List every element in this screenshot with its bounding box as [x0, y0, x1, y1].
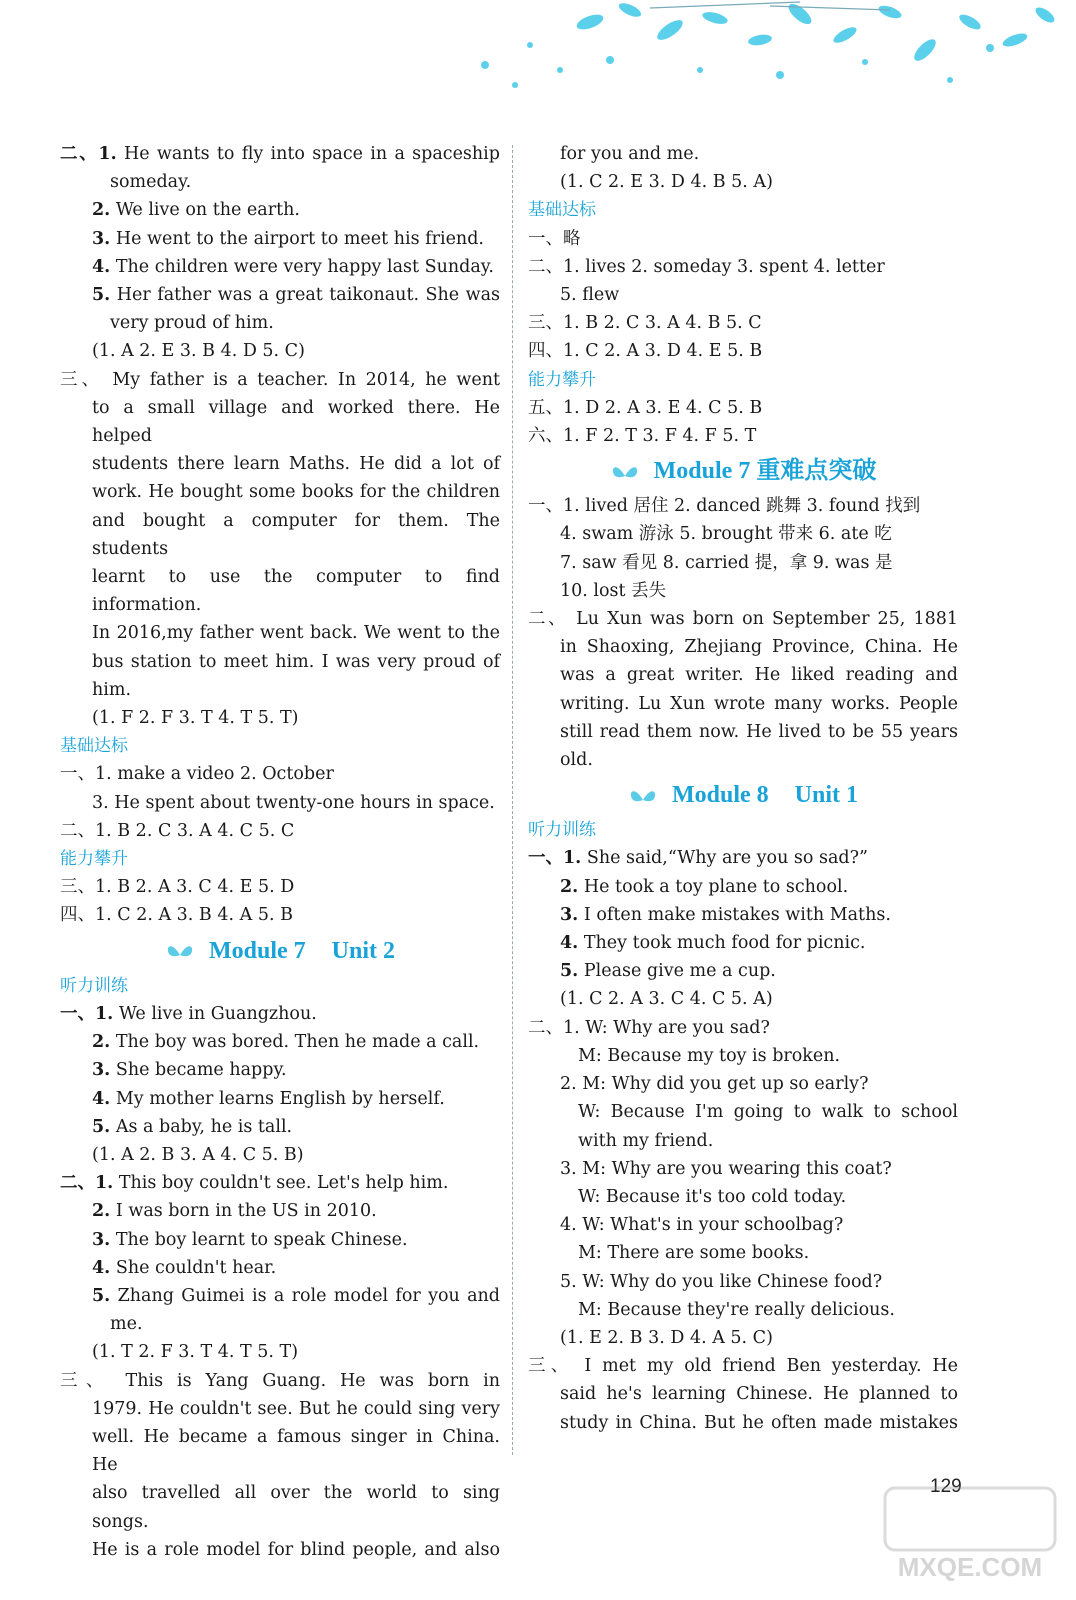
section-label-listening: 听力训练 [528, 820, 596, 841]
dialogue-line: M: Because my toy is broken. [578, 1045, 841, 1066]
paragraph-line: and bought a computer for them. The students [92, 510, 500, 559]
answer-line: 二、1. B 2. C 3. A 4. C 5. C [60, 820, 295, 841]
answer-line: 5. Please give me a cup. [560, 961, 776, 982]
answer-line: 一、略 [528, 228, 581, 249]
paragraph-line: to a small village and worked there. He helped [92, 397, 500, 447]
answer-line: 4. The children were very happy last Sunday. [92, 256, 494, 277]
module-heading: Module 7 Unit 2 [60, 930, 500, 972]
answer-line: 一、1. She said,“Why are you so sad?” [528, 848, 868, 869]
answer-line: 二、1. This boy couldn't see. Let's help him. [60, 1173, 449, 1194]
answer-line: 3. I often make mistakes with Maths. [560, 904, 891, 925]
answer-line: 二、1. He wants to fly into space in a spaceship [60, 144, 500, 164]
paragraph-line: 1979. He couldn't see. But he could sing very [92, 1398, 500, 1419]
paragraph-line: 三、 I met my old friend Ben yesterday. He [528, 1356, 958, 1377]
paragraph-line: him. [92, 679, 132, 700]
dialogue-line: 4. W: What's in your schoolbag? [560, 1215, 844, 1236]
answer-line: 一、1. We live in Guangzhou. [60, 1003, 317, 1024]
section-label-basic: 基础达标 [528, 200, 596, 221]
paragraph-line: also travelled all over the world to sing songs. [92, 1483, 500, 1532]
answer-line: 六、1. F 2. T 3. F 4. F 5. T [528, 426, 757, 447]
paragraph-line: old. [560, 750, 593, 771]
answer-key: (1. E 2. B 3. D 4. A 5. C) [560, 1327, 773, 1348]
paragraph-line: was a great writer. He liked reading and [560, 665, 958, 686]
answer-line: 3. He spent about twenty-one hours in space. [92, 792, 495, 813]
paragraph-line: for you and me. [560, 144, 700, 164]
watermark-logo [875, 1480, 1065, 1590]
left-column [60, 140, 500, 1564]
dialogue-line: W: Because it's too cold today. [578, 1186, 847, 1207]
butterfly-icon [165, 941, 195, 963]
answer-line: 5. Her father was a great taikonaut. She was [92, 285, 500, 306]
paragraph-line: work. He bought some books for the children [92, 482, 500, 503]
answer-line: 4. My mother learns English by herself. [92, 1088, 445, 1109]
paragraph-line: 三、 This is Yang Guang. He was born in [60, 1370, 500, 1391]
answer-line: 5. As a baby, he is tall. [92, 1116, 293, 1137]
answer-line: 5. flew [560, 285, 620, 306]
answer-line: 四、1. C 2. A 3. B 4. A 5. B [60, 905, 293, 926]
answer-line: 5. Zhang Guimei is a role model for you and [92, 1285, 500, 1306]
answer-line: 四、1. C 2. A 3. D 4. E 5. B [528, 341, 763, 362]
answer-line: 2. The boy was bored. Then he made a call. [92, 1032, 480, 1053]
paragraph-line: study in China. But he often made mistakes [560, 1412, 958, 1433]
answer-line: someday. [110, 172, 192, 193]
answer-line: 10. lost 丢失 [560, 580, 667, 601]
answer-line: 2. I was born in the US in 2010. [92, 1201, 377, 1222]
answer-key: (1. A 2. E 3. B 4. D 5. C) [92, 341, 305, 362]
answer-line: 2. He took a toy plane to school. [560, 876, 849, 897]
butterfly-icon [628, 786, 658, 808]
answer-key: (1. T 2. F 3. T 4. T 5. T) [92, 1342, 299, 1363]
paragraph-line: In 2016,my father went back. We went to the [92, 623, 500, 644]
paragraph-line: well. He became a famous singer in China. He [92, 1426, 500, 1476]
paragraph-line: 二、 Lu Xun was born on September 25, 1881 [528, 609, 958, 630]
answer-line: 4. swam 游泳 5. brought 带来 6. ate 吃 [560, 524, 892, 545]
dialogue-line: 2. M: Why did you get up so early? [560, 1074, 869, 1095]
page-number: 129 [930, 1476, 962, 1497]
dialogue-line: M: There are some books. [578, 1243, 810, 1264]
butterfly-icon [610, 462, 640, 484]
answer-line: 7. saw 看见 8. carried 提，拿 9. was 是 [560, 552, 893, 573]
paragraph-line: learnt to use the computer to find information. [92, 567, 500, 616]
answer-key: (1. C 2. E 3. D 4. B 5. A) [560, 172, 773, 193]
answer-line: 3. He went to the airport to meet his friend. [92, 228, 484, 249]
dialogue-line: M: Because they're really delicious. [578, 1299, 895, 1320]
paragraph-line: He is a role model for blind people, and also [92, 1539, 500, 1560]
answer-line: 4. They took much food for picnic. [560, 933, 866, 954]
right-column [528, 140, 958, 1437]
paragraph-line: bus station to meet him. I was very proud of [92, 651, 500, 672]
section-label-basic: 基础达标 [60, 736, 128, 757]
svg-text:MXQE.COM: MXQE.COM [897, 1552, 1043, 1582]
section-label-ability: 能力攀升 [528, 369, 596, 390]
section-label-listening: 听力训练 [60, 975, 128, 996]
answer-line: 2. We live on the earth. [92, 200, 300, 221]
paragraph-line: students there learn Maths. He did a lot of [92, 454, 500, 475]
dialogue-line: with my friend. [578, 1130, 714, 1151]
section-label-ability: 能力攀升 [60, 849, 128, 870]
answer-key: (1. A 2. B 3. A 4. C 5. B) [92, 1144, 304, 1165]
answer-line: 3. She became happy. [92, 1060, 287, 1081]
answer-line: 4. She couldn't hear. [92, 1257, 277, 1278]
module-heading: Module 7 重难点突破 [528, 450, 958, 492]
answer-line: 三、1. B 2. C 3. A 4. B 5. C [528, 313, 762, 334]
answer-key: (1. C 2. A 3. C 4. C 5. A) [560, 989, 773, 1010]
dialogue-line: 二、1. W: Why are you sad? [528, 1017, 770, 1038]
paragraph-line: in Shaoxing, Zhejiang Province, China. He [560, 637, 958, 658]
answer-line: 二、1. lives 2. someday 3. spent 4. letter [528, 256, 885, 277]
answer-line: 五、1. D 2. A 3. E 4. C 5. B [528, 397, 763, 418]
answer-line: 三、1. B 2. A 3. C 4. E 5. D [60, 877, 295, 898]
dialogue-line: W: Because I'm going to walk to school [578, 1102, 958, 1123]
answer-line: 一、1. make a video 2. October [60, 764, 334, 785]
leaf-decoration [470, 0, 1070, 110]
dialogue-line: 3. M: Why are you wearing this coat? [560, 1158, 892, 1179]
paragraph-line: writing. Lu Xun wrote many works. People [560, 693, 958, 714]
paragraph-line: 三、 My father is a teacher. In 2014, he went [60, 369, 500, 390]
answer-key: (1. F 2. F 3. T 4. T 5. T) [92, 708, 299, 729]
dialogue-line: 5. W: Why do you like Chinese food? [560, 1271, 883, 1292]
paragraph-line: said he's learning Chinese. He planned to [560, 1384, 958, 1405]
answer-line: me. [110, 1314, 143, 1335]
answer-line: 3. The boy learnt to speak Chinese. [92, 1229, 408, 1250]
module-heading: Module 8 Unit 1 [528, 774, 958, 816]
answer-line: 一、1. lived 居住 2. danced 跳舞 3. found 找到 [528, 496, 921, 517]
paragraph-line: still read them now. He lived to be 55 years [560, 721, 958, 742]
column-divider [512, 145, 513, 1455]
answer-line: very proud of him. [110, 313, 274, 334]
